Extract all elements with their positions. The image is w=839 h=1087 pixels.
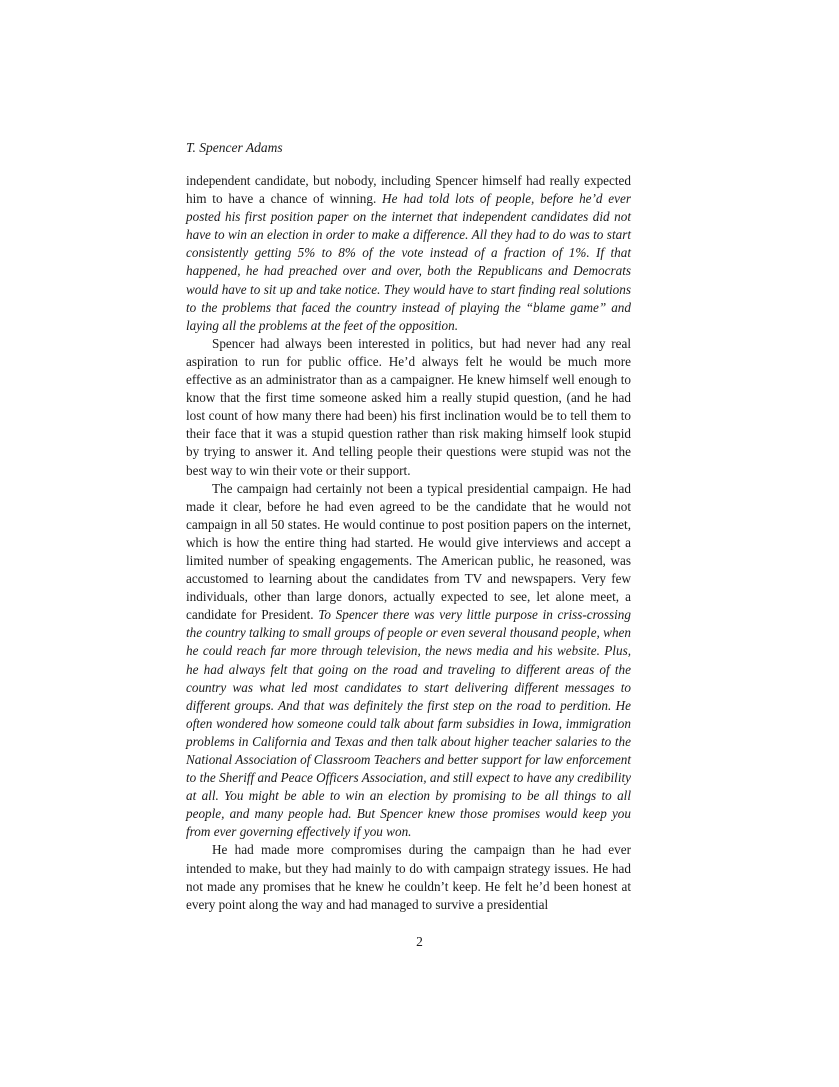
- paragraph-text: The campaign had certainly not been a typical presidential campaign. He had made it clear, before he had even agreed to be the candidate that he would not campaign in all 50 states. He would continue to post position papers on the internet, which is how the entire thing had started. He would give interviews and accept a limited number of speaking engagements. The American public, he reasoned, was accustomed to learning about the candidates from TV and newspapers. Very few individuals, other than large donors, actually expected to see, let alone meet, a candidate for President.: [186, 480, 631, 623]
- paragraph-2: [186, 335, 631, 480]
- paragraph-text: independent candidate, but nobody, including Spencer himself had really expected him to have a chance of winning.: [186, 173, 631, 207]
- page-number: 2: [416, 934, 423, 949]
- paragraph-italic-text: He had told lots of people, before he’d ever posted his first position paper on the internet that independent candidates did not have to win an election in order to make a difference. All they had to do was to start consistently getting 5% to 8% of the vote instead of a fraction of 1%. If that happened, he had preached over and over, both the Republicans and Democrats would have to sit up and take notice. They would have to start finding real solutions to the problems that faced the country instead of playing the “blame game” and laying all the problems at the feet of the opposition.: [186, 191, 631, 333]
- paragraph-1: [186, 172, 631, 335]
- paragraph-text: He had made more compromises during the campaign than he had ever intended to make, but they had mainly to do with campaign strategy issues. He had not made any promises that he knew he couldn’t keep. He felt he’d been honest at every point along the way and had managed to survive a presidential: [186, 842, 631, 912]
- paragraph-3: [186, 480, 631, 842]
- running-header: T. Spencer Adams: [186, 140, 283, 155]
- paragraph-italic-text: To Spencer there was very little purpose in criss-crossing the country talking to small groups of people or even several thousand people, when he could reach far more through television, the news media and his website. Plus, he had always felt that going on the road and traveling to different areas of the country was what led most candidates to start delivering different messages to different groups. And that was definitely the first step on the road to perdition. He often wondered how someone could talk about farm subsidies in Iowa, immigration problems in California and Texas and then talk about higher teacher salaries to the National Association of Classroom Teachers and better support for law enforcement to the Sheriff and Peace Officers Association, and still expect to have any credibility at all. You might be able to win an election by promising to be all things to all people, and many people had. But Spencer knew those promises would keep you from ever governing effectively if you won.: [186, 607, 631, 840]
- paragraph-text: Spencer had always been interested in politics, but had never had any real aspiration to run for public office. He’d always felt he would be much more effective as an administrator than as a campaigner. He knew himself well enough to know that the first time someone asked him a really stupid question, (and he had lost count of how many there had been) his first inclination would be to tell them to their face that it was a stupid question rather than risk making himself look stupid by trying to answer it. And telling people their questions were stupid was not the best way to win their vote or their support.: [186, 335, 631, 478]
- body-text: [186, 172, 631, 914]
- paragraph-4: [186, 841, 631, 913]
